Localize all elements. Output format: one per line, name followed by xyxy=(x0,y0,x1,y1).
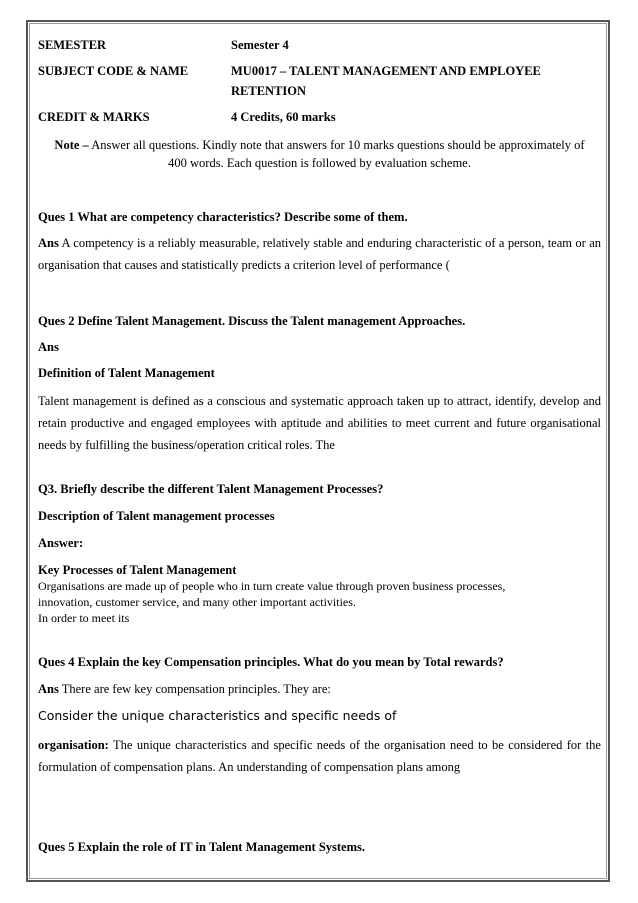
q3-line3: In order to meet its xyxy=(38,611,130,625)
q4-answer-intro: There are few key compensation principles. They are: xyxy=(61,682,331,696)
credit-label: CREDIT & MARKS xyxy=(38,110,150,124)
q2-subheading: Definition of Talent Management xyxy=(38,366,215,380)
q2-ans-label: Ans xyxy=(38,340,59,354)
note-block xyxy=(38,136,601,172)
subject-value-line1: MU0017 – TALENT MANAGEMENT AND EMPLOYEE xyxy=(231,64,541,78)
q1-answer-text: A competency is a reliably measurable, relatively stable and enduring characteristic of a person, team or an organisation that causes and statistically predicts a criterion level of performance ( xyxy=(38,236,601,272)
note-line2: 400 words. Each question is followed by evaluation scheme. xyxy=(168,156,471,170)
credit-value: 4 Credits, 60 marks xyxy=(231,110,336,124)
q3-question: Q3. Briefly describe the different Talent Management Processes? xyxy=(38,482,384,496)
q5-question: Ques 5 Explain the role of IT in Talent Management Systems. xyxy=(38,840,365,854)
q4-ans-label: Ans xyxy=(38,682,59,696)
q3-line1: Organisations are made up of people who in turn create value through proven business processes, xyxy=(38,579,506,593)
note-line1: Answer all questions. Kindly note that answers for 10 marks questions should be approximately of xyxy=(91,138,585,152)
semester-value: Semester 4 xyxy=(231,38,289,52)
q4-bullet-text: Consider the unique characteristics and specific needs of xyxy=(38,708,397,723)
subject-label: SUBJECT CODE & NAME xyxy=(38,64,189,78)
q1-answer xyxy=(38,232,601,276)
q4-answer xyxy=(38,734,601,778)
semester-label: SEMESTER xyxy=(38,38,107,52)
q2-answer: Talent management is defined as a conscious and systematic approach taken up to attract, identify, develop and retain productive and engaged employees with aptitude and abilities to meet current and future organisational needs by fulfilling the business/operation critical roles. The xyxy=(38,394,601,452)
q3-answer-label: Answer: xyxy=(38,536,84,550)
q1-question: Ques 1 What are competency characteristics? Describe some of them. xyxy=(38,210,408,224)
q3-subheading: Description of Talent management processes xyxy=(38,509,275,523)
q4-answer-intro-line xyxy=(38,682,331,697)
q4-question: Ques 4 Explain the key Compensation principles. What do you mean by Total rewards? xyxy=(38,655,504,669)
note-label: Note – xyxy=(54,138,89,152)
q4-answer-text: The unique characteristics and specific needs of the organisation need to be considered for the formulation of compensation plans. An understanding of compensation plans among xyxy=(38,738,601,774)
q1-ans-label: Ans xyxy=(38,236,59,250)
q3-line2: innovation, customer service, and many other important activities. xyxy=(38,595,356,609)
q3-key-heading: Key Processes of Talent Management xyxy=(38,563,237,577)
subject-value-line2: RETENTION xyxy=(231,84,307,98)
q4-term: organisation: xyxy=(38,738,109,752)
q4-bullet xyxy=(38,708,396,723)
q2-question: Ques 2 Define Talent Management. Discuss the Talent management Approaches. xyxy=(38,314,466,328)
